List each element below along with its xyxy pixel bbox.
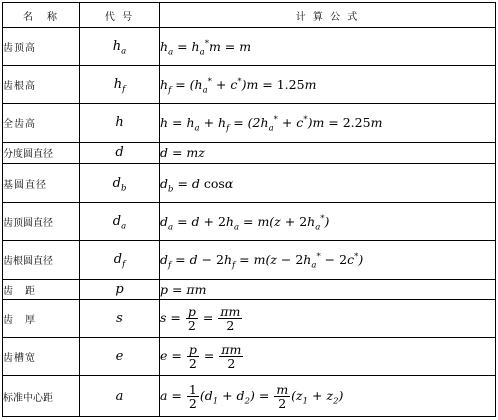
row-name: 基圆直径 [3,163,80,202]
table-row [3,66,496,103]
table-row [3,143,496,164]
formula-base-diameter: $d_b = d$ cosα [160,163,496,202]
row-name: 齿槽宽 [3,338,80,376]
row-symbol: h [80,103,160,142]
row-symbol: $d_b$ [80,163,160,202]
formula-space-width: e = $\frac{p}{2}$ = $\frac{\pi m}{2}$ [160,338,496,376]
formula-addendum: $h_a = h_a^*m = m$ [160,28,496,66]
row-symbol: a [80,376,160,417]
formula-whole-depth: $h = h_a + h_f = (2h_a^* + c^*)m = 2.25m$ [160,103,496,142]
row-name: 标准中心距 [3,376,80,417]
row-name: 分度圆直径 [3,143,80,164]
table-row [3,376,496,417]
table-row [3,299,496,337]
formula-center-distance: a = $\frac{1}{2}$ $(d_1 + d_2)$ = $\frac{m}{2}$ $(z_1 + z_2)$ [160,376,496,417]
table-row [3,338,496,376]
row-name: 齿顶圆直径 [3,203,80,240]
row-name: 齿 厚 [3,299,80,337]
header-symbol: 代 号 [80,3,160,28]
row-name: 齿顶高 [3,28,80,66]
row-symbol: e [80,338,160,376]
row-symbol: p [80,280,160,300]
formula-pitch: p = πm [160,280,496,300]
table-row [3,240,496,279]
row-symbol: $d_a$ [80,203,160,240]
row-name: 齿根高 [3,66,80,103]
row-symbol: s [80,299,160,337]
table-row [3,163,496,202]
row-symbol: d [80,143,160,164]
row-name: 全齿高 [3,103,80,142]
row-name: 齿 距 [3,280,80,300]
table-row [3,103,496,142]
row-symbol: $d_f$ [80,240,160,279]
header-row [3,3,496,28]
gear-formula-table [2,2,496,417]
formula-dedendum: $h_f = (h_a^* + c^*)m = 1.25m$ [160,66,496,103]
formula-tooth-thickness: s = $\frac{p}{2}$ = $\frac{\pi m}{2}$ [160,299,496,337]
row-symbol: $h_f$ [80,66,160,103]
table-row [3,280,496,300]
header-formula: 计 算 公 式 [160,3,496,28]
table-row [3,28,496,66]
formula-tip-diameter: $d_a = d + 2h_a = m(z + 2h_a^*)$ [160,203,496,240]
table-row [3,203,496,240]
row-symbol: $h_a$ [80,28,160,66]
row-name: 齿根圆直径 [3,240,80,279]
header-name: 名 称 [3,3,80,28]
formula-root-diameter: $d_f = d - 2h_f = m(z - 2h_a^* - 2c^*)$ [160,240,496,279]
formula-pitch-diameter: d = mz [160,143,496,164]
